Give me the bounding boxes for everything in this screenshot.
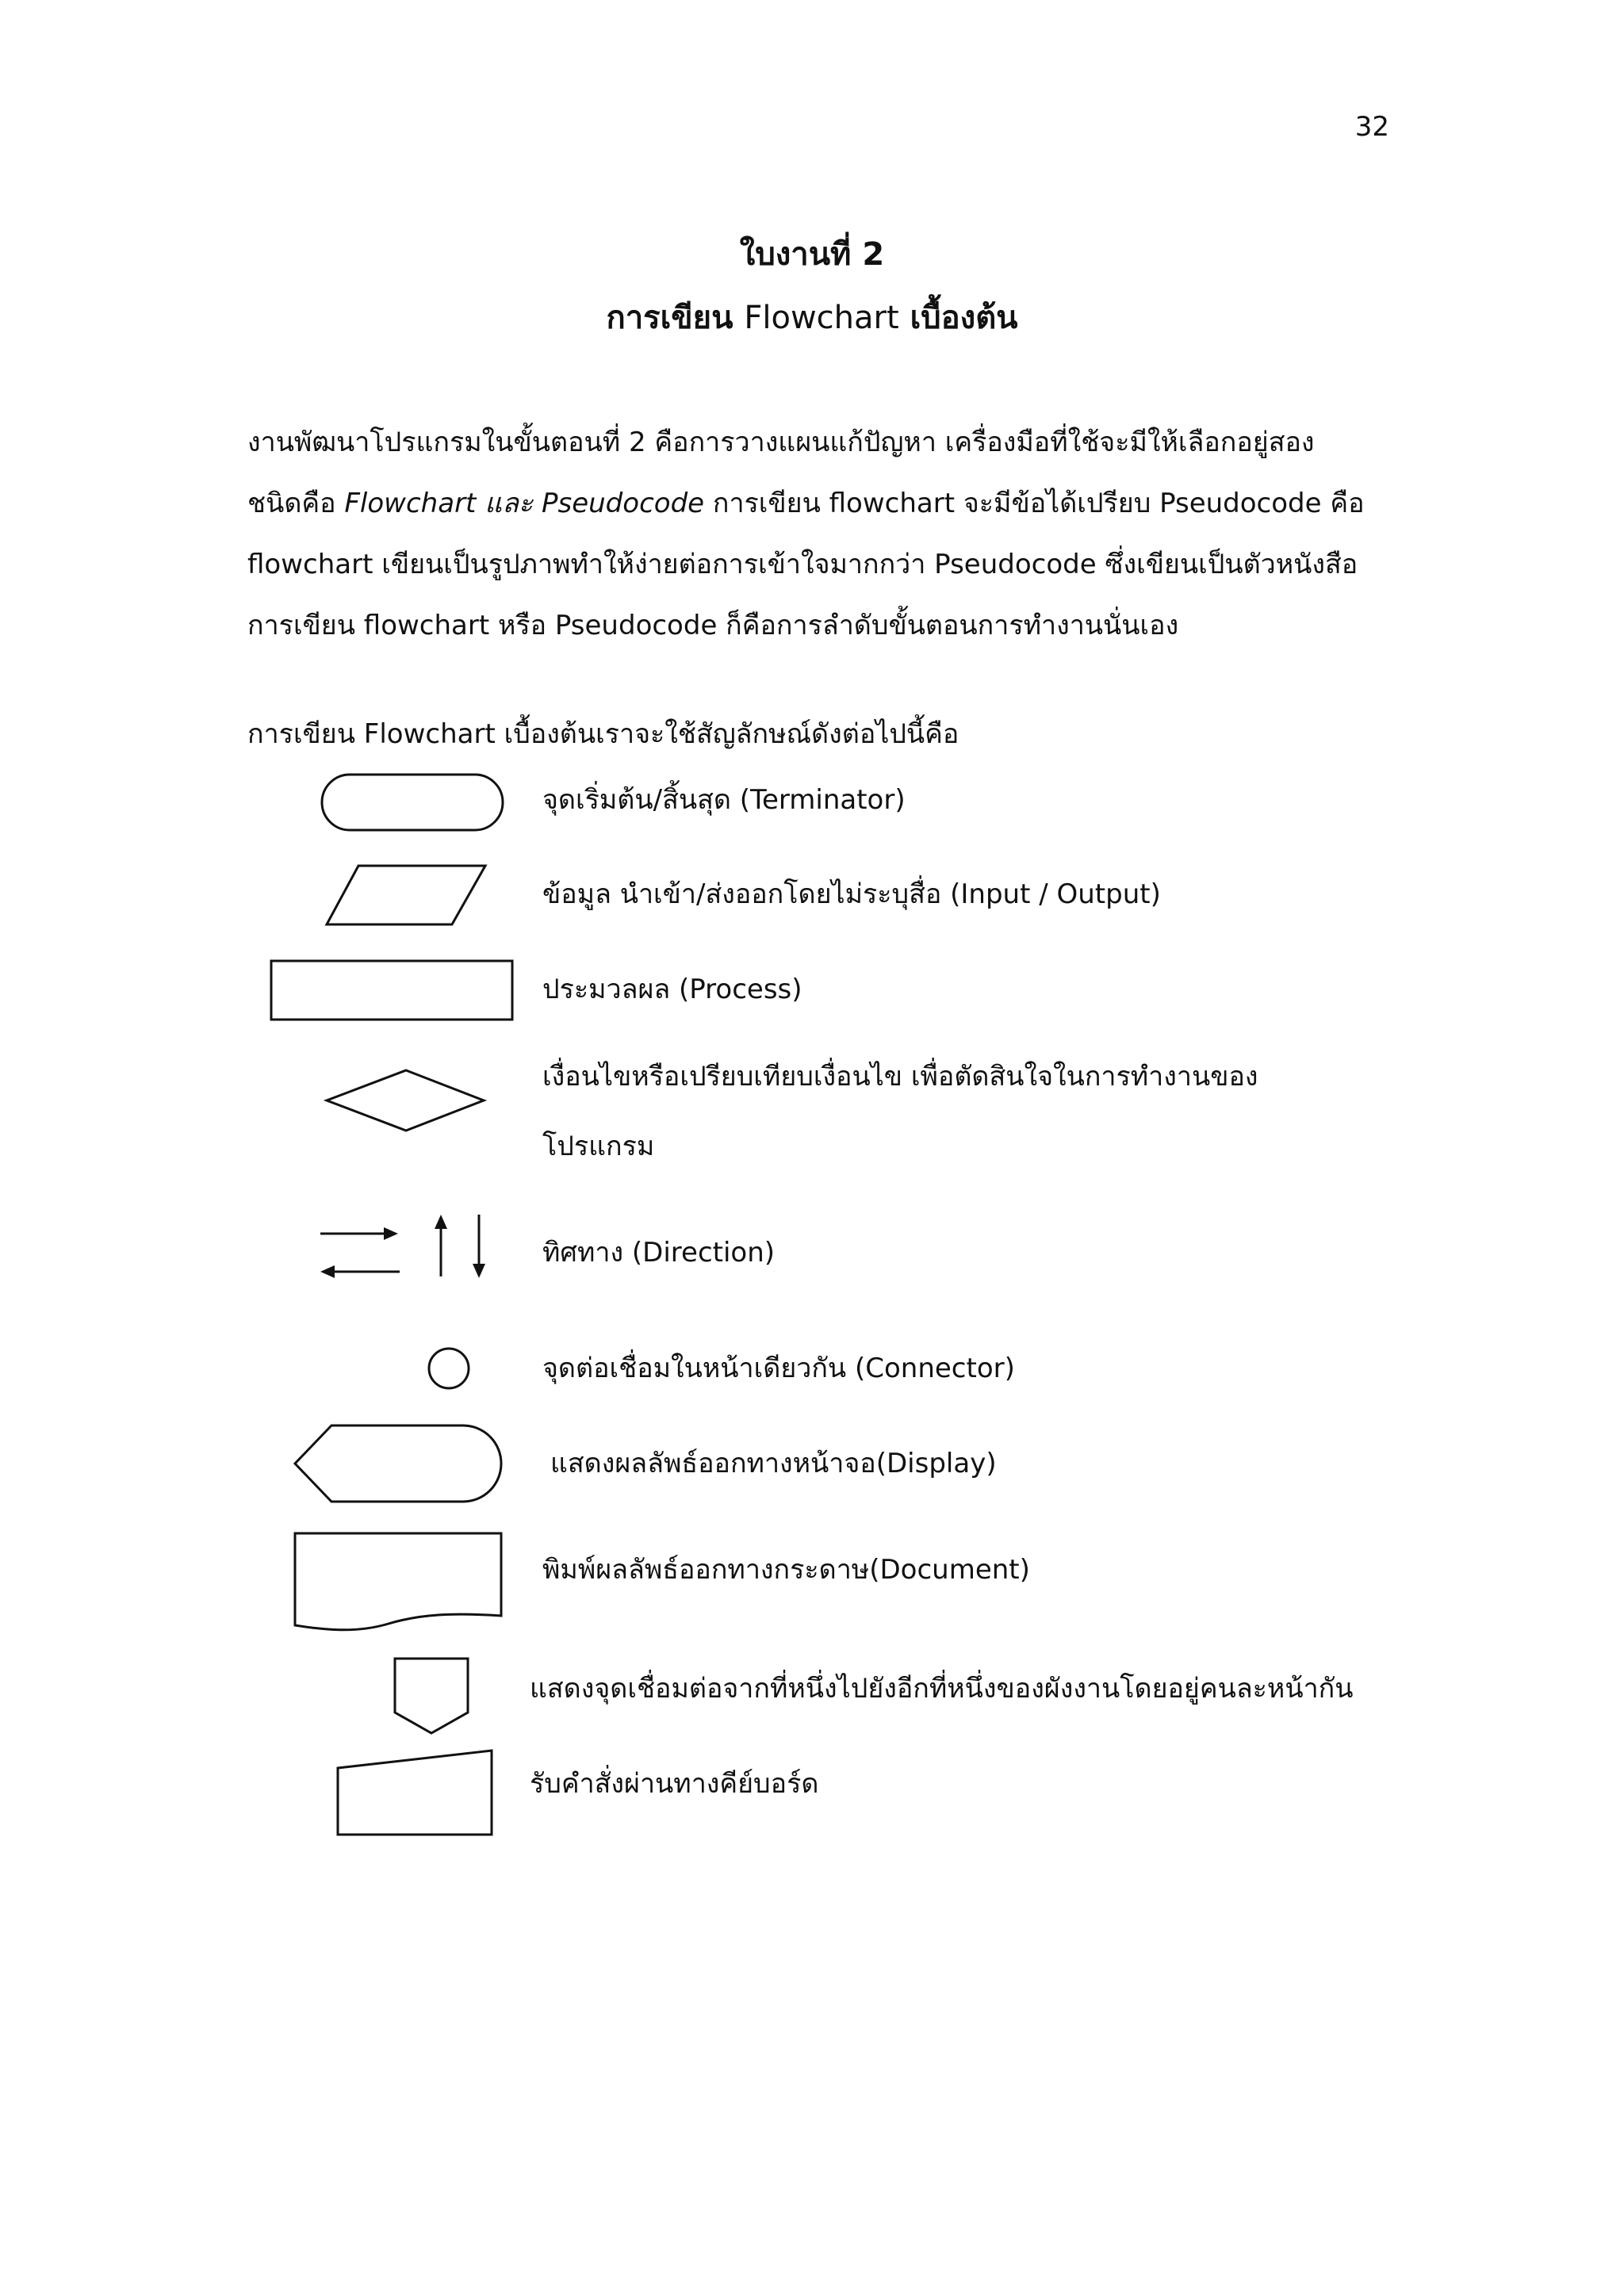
parallelogram-shape: [325, 864, 488, 928]
connector-circle-shape: [427, 1346, 471, 1391]
worksheet-title: ใบงานที่ 2: [739, 236, 885, 273]
paragraph-line-2-start: ชนิดคือ: [247, 488, 345, 519]
direction-label: ทิศทาง (Direction): [542, 1237, 776, 1269]
symbols-intro: การเขียน Flowchart เบื้องต้นเราจะใช้สัญลักษณ์ดังต่อไปนี้คือ: [247, 718, 959, 750]
decision-diamond-shape: [325, 1069, 487, 1132]
intro-paragraph: [247, 412, 1389, 656]
paragraph-line-2-end: การเขียน flowchart จะมีข้อได้เปรียบ Pseudocode คือ: [704, 488, 1365, 519]
terminator-label: จุดเริ่มต้น/สิ้นสุด (Terminator): [542, 784, 906, 816]
display-shape: [293, 1424, 504, 1506]
display-label: แสดงผลลัพธ์ออกทางหน้าจอ(Display): [550, 1448, 997, 1479]
document-shape: [293, 1532, 504, 1635]
paragraph-line-3: flowchart เขียนเป็นรูปภาพทำให้ง่ายต่อการเข้าใจมากกว่า Pseudocode ซึ่งเขียนเป็นตัวหนังสือ: [247, 549, 1358, 580]
page-number: 32: [1354, 111, 1389, 143]
document-label: พิมพ์ผลลัพธ์ออกทางกระดาษ(Document): [542, 1554, 1030, 1586]
paragraph-line-1: งานพัฒนาโปรแกรมในขั้นตอนที่ 2 คือการวางแผนแก้ปัญหา เครื่องมือที่ใช้จะมีให้เลือกอยู่สอง: [247, 427, 1315, 458]
manual-input-label: รับคำสั่งผ่านทางคีย์บอร์ด: [530, 1768, 819, 1800]
subtitle-thai-2: เบื้องต้น: [898, 300, 1018, 336]
decision-label-line-2: โปรแกรม: [542, 1131, 655, 1162]
process-rectangle-shape: [270, 959, 515, 1023]
paragraph-line-2-italic: Flowchart และ Pseudocode: [344, 488, 705, 519]
paragraph-line-2: [247, 473, 1389, 534]
process-label: ประมวลผล (Process): [542, 974, 802, 1005]
terminator-shape: [320, 773, 504, 833]
direction-arrows-icon: [317, 1213, 492, 1284]
subtitle-latin: Flowchart: [744, 300, 899, 336]
decision-label: [542, 1058, 1258, 1165]
connector-label: จุดต่อเชื่อมในหน้าเดียวกัน (Connector): [542, 1353, 1015, 1384]
decision-label-line-1: เงื่อนไขหรือเปรียบเทียบเงื่อนไข เพื่อตัดสินใจในการทำงานของ: [542, 1061, 1258, 1093]
input-output-label: ข้อมูล นำเข้า/ส่งออกโดยไม่ระบุสื่อ (Input / Output): [542, 878, 1161, 910]
paragraph-line-4: การเขียน flowchart หรือ Pseudocode ก็คือการลำดับขั้นตอนการทำงานนั่นเอง: [247, 610, 1179, 641]
worksheet-subtitle: [0, 292, 1624, 342]
off-page-connector-label: แสดงจุดเชื่อมต่อจากที่หนึ่งไปยังอีกที่หนึ่งของผังงานโดยอยู่คนละหน้ากัน: [530, 1673, 1354, 1705]
off-page-connector-shape: [393, 1657, 473, 1736]
manual-input-shape: [336, 1749, 495, 1839]
subtitle-thai-1: การเขียน: [606, 300, 745, 336]
